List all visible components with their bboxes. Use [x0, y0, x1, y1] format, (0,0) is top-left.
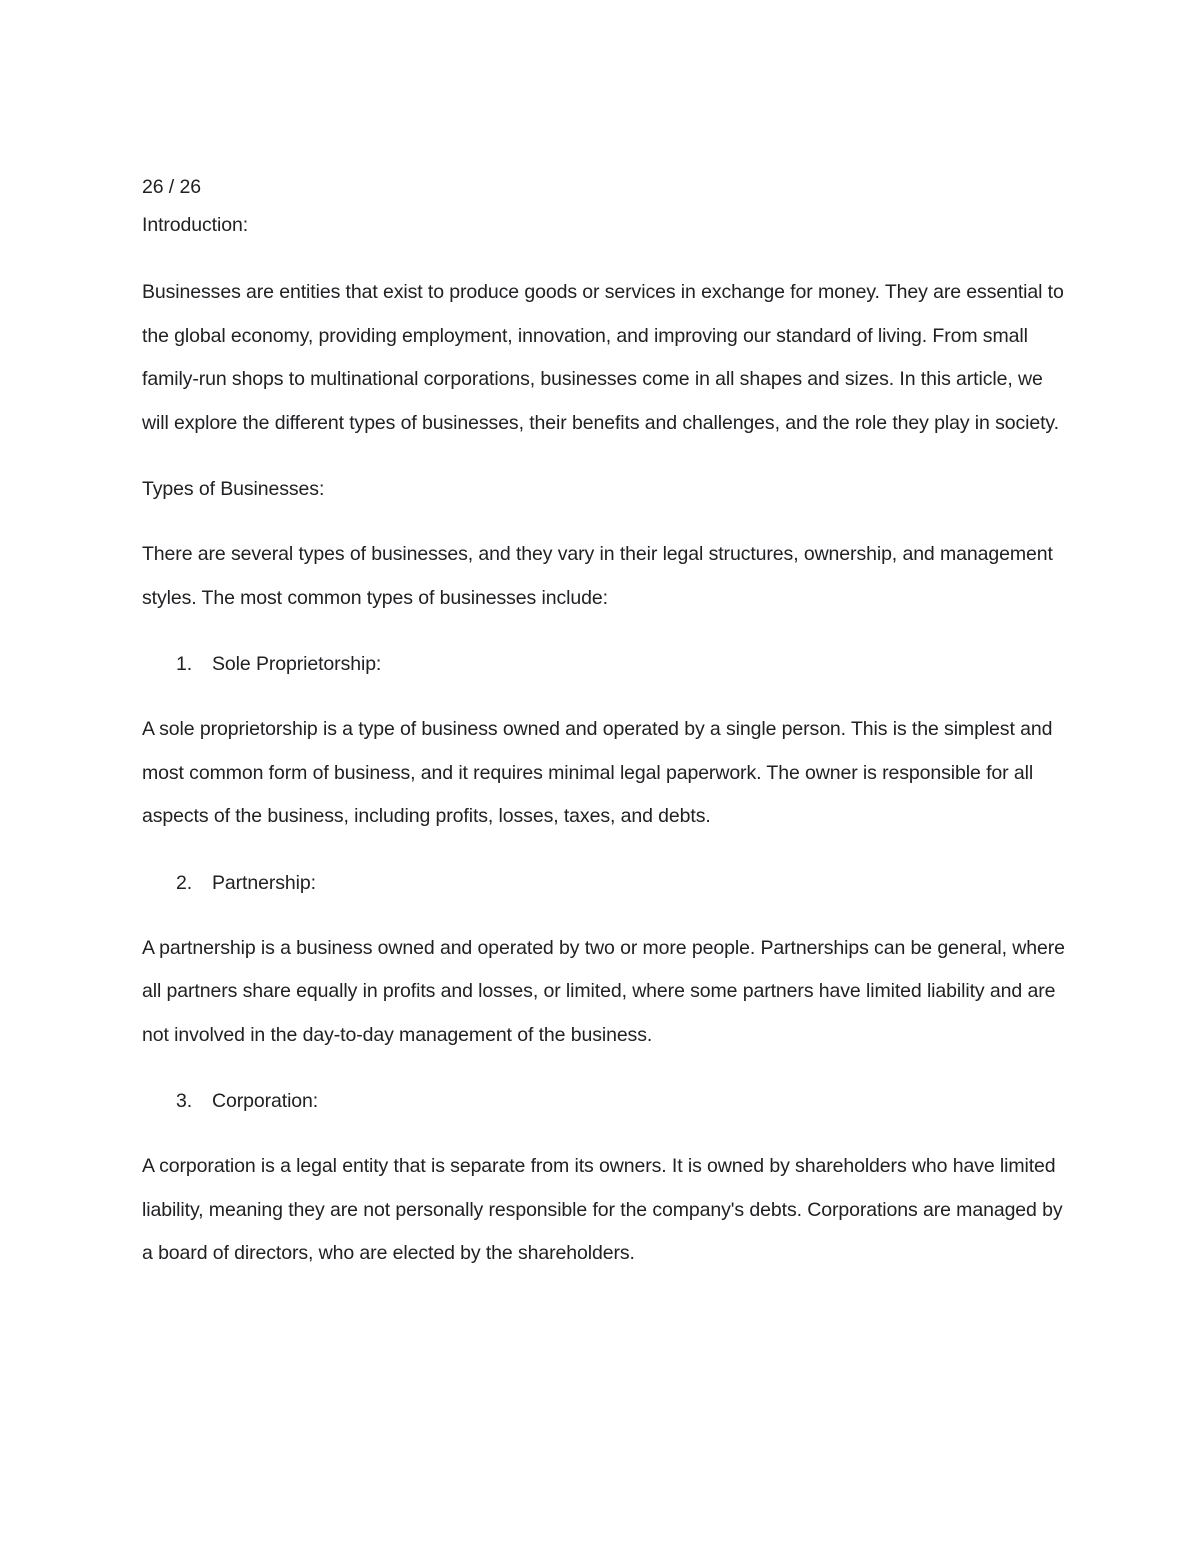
intro-paragraph: Businesses are entities that exist to produce goods or services in exchange for money. They are essential to the global economy, providing employment, innovation, and improving our standard of living. From small family-run shops to multinational corporations, businesses come in all shapes and sizes. In this article, we will explore the different types of businesses, their benefits and challenges, and the role they play in society.: [142, 281, 1064, 434]
spacer: [142, 902, 1072, 927]
list-number: 1.: [176, 653, 193, 675]
document-body: [142, 168, 1072, 1276]
sole-proprietorship-description: A sole proprietorship is a type of business owned and operated by a single person. This is the simplest and most common form of business, and it requires minimal legal paperwork. The owner is responsible for all aspects of the business, including profits, losses, taxes, and debts.: [142, 718, 1053, 827]
spacer: [142, 683, 1072, 708]
list-number: 2.: [176, 871, 193, 894]
list-item-title: Partnership:: [212, 871, 316, 894]
types-heading: Types of Businesses:: [142, 478, 325, 500]
list-item-title: Corporation:: [212, 1090, 319, 1112]
spacer: [142, 1057, 1072, 1082]
partnership-description: A partnership is a business owned and operated by two or more people. Partnerships can be general, where all partners share equally in profits and losses, or limited, where some partners have limited liability and are not involved in the day-to-day management of the business.: [142, 936, 1065, 1046]
types-paragraph: There are several types of businesses, and they vary in their legal structures, ownership, and management styles. The most common types of businesses include:: [142, 543, 1053, 609]
intro-heading: Introduction:: [142, 214, 249, 236]
spacer: [142, 620, 1072, 645]
list-item-title: Sole Proprietorship:: [212, 653, 382, 675]
corporation-description: A corporation is a legal entity that is separate from its owners. It is owned by shareholders who have limited liability, meaning they are not personally responsible for the company's debts. Corporations are managed by a board of directors, who are elected by the shareholders.: [142, 1155, 1063, 1264]
spacer: [142, 244, 1072, 271]
list-item-corporation: [142, 1082, 1072, 1120]
spacer: [142, 1120, 1072, 1145]
spacer: [142, 508, 1072, 533]
list-item-sole-proprietorship: [142, 645, 1072, 683]
list-item-partnership: [142, 864, 1072, 902]
page-counter: 26 / 26: [142, 176, 201, 198]
spacer: [142, 445, 1072, 470]
list-number: 3.: [176, 1090, 193, 1112]
spacer: [142, 839, 1072, 864]
